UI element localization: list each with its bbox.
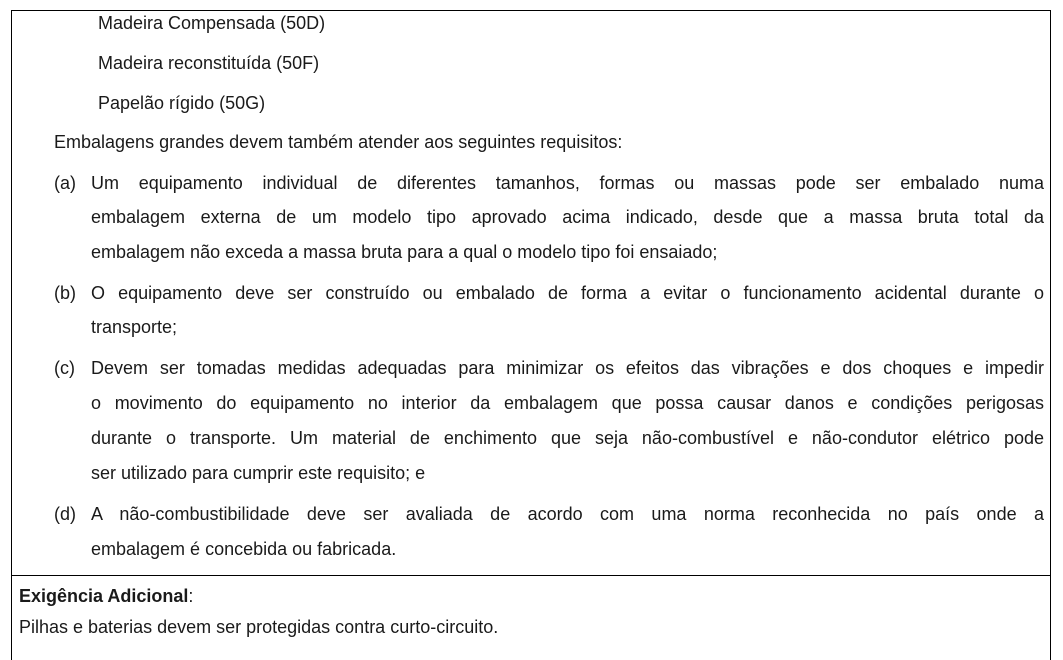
- requirement-b-line: transporte;: [91, 317, 178, 337]
- requirement-c-line: durante o transporte. Um material de enchimento que seja não-combustível e não-condutor elétrico pode: [91, 428, 1044, 448]
- requirement-label-d: (d): [54, 504, 76, 524]
- requirement-label-a: (a): [54, 173, 76, 193]
- section-divider: [11, 575, 1051, 576]
- material-item: Papelão rígido (50G): [98, 93, 266, 113]
- requirement-a-line: embalagem externa de um modelo tipo aprovado acima indicado, desde que a massa bruta total da: [91, 207, 1044, 227]
- requirements-intro: Embalagens grandes devem também atender aos seguintes requisitos:: [54, 132, 623, 152]
- requirement-a-line: embalagem não exceda a massa bruta para a qual o modelo tipo foi ensaiado;: [91, 242, 718, 262]
- requirement-c-line: Devem ser tomadas medidas adequadas para minimizar os efeitos das vibrações e dos choques e impedir: [91, 358, 1044, 378]
- requirement-c-line: o movimento do equipamento no interior da embalagem que possa causar danos e condições perigosas: [91, 393, 1044, 413]
- additional-heading-colon: :: [188, 586, 194, 606]
- requirement-c-line: ser utilizado para cumprir este requisito; e: [91, 463, 426, 483]
- requirement-b-line: O equipamento deve ser construído ou embalado de forma a evitar o funcionamento acidental durante o: [91, 283, 1044, 303]
- requirement-d-line: A não-combustibilidade deve ser avaliada de acordo com uma norma reconhecida no país onde a: [91, 504, 1044, 524]
- requirement-label-b: (b): [54, 283, 76, 303]
- additional-requirement-text: Pilhas e baterias devem ser protegidas contra curto-circuito.: [19, 617, 499, 637]
- requirement-a-line: Um equipamento individual de diferentes tamanhos, formas ou massas pode ser embalado numa: [91, 173, 1044, 193]
- material-item: Madeira Compensada (50D): [98, 13, 326, 33]
- additional-heading-text: Exigência Adicional: [19, 586, 189, 606]
- requirement-label-c: (c): [54, 358, 75, 378]
- material-item: Madeira reconstituída (50F): [98, 53, 320, 73]
- requirement-d-line: embalagem é concebida ou fabricada.: [91, 539, 397, 559]
- additional-requirement-heading: [19, 585, 193, 607]
